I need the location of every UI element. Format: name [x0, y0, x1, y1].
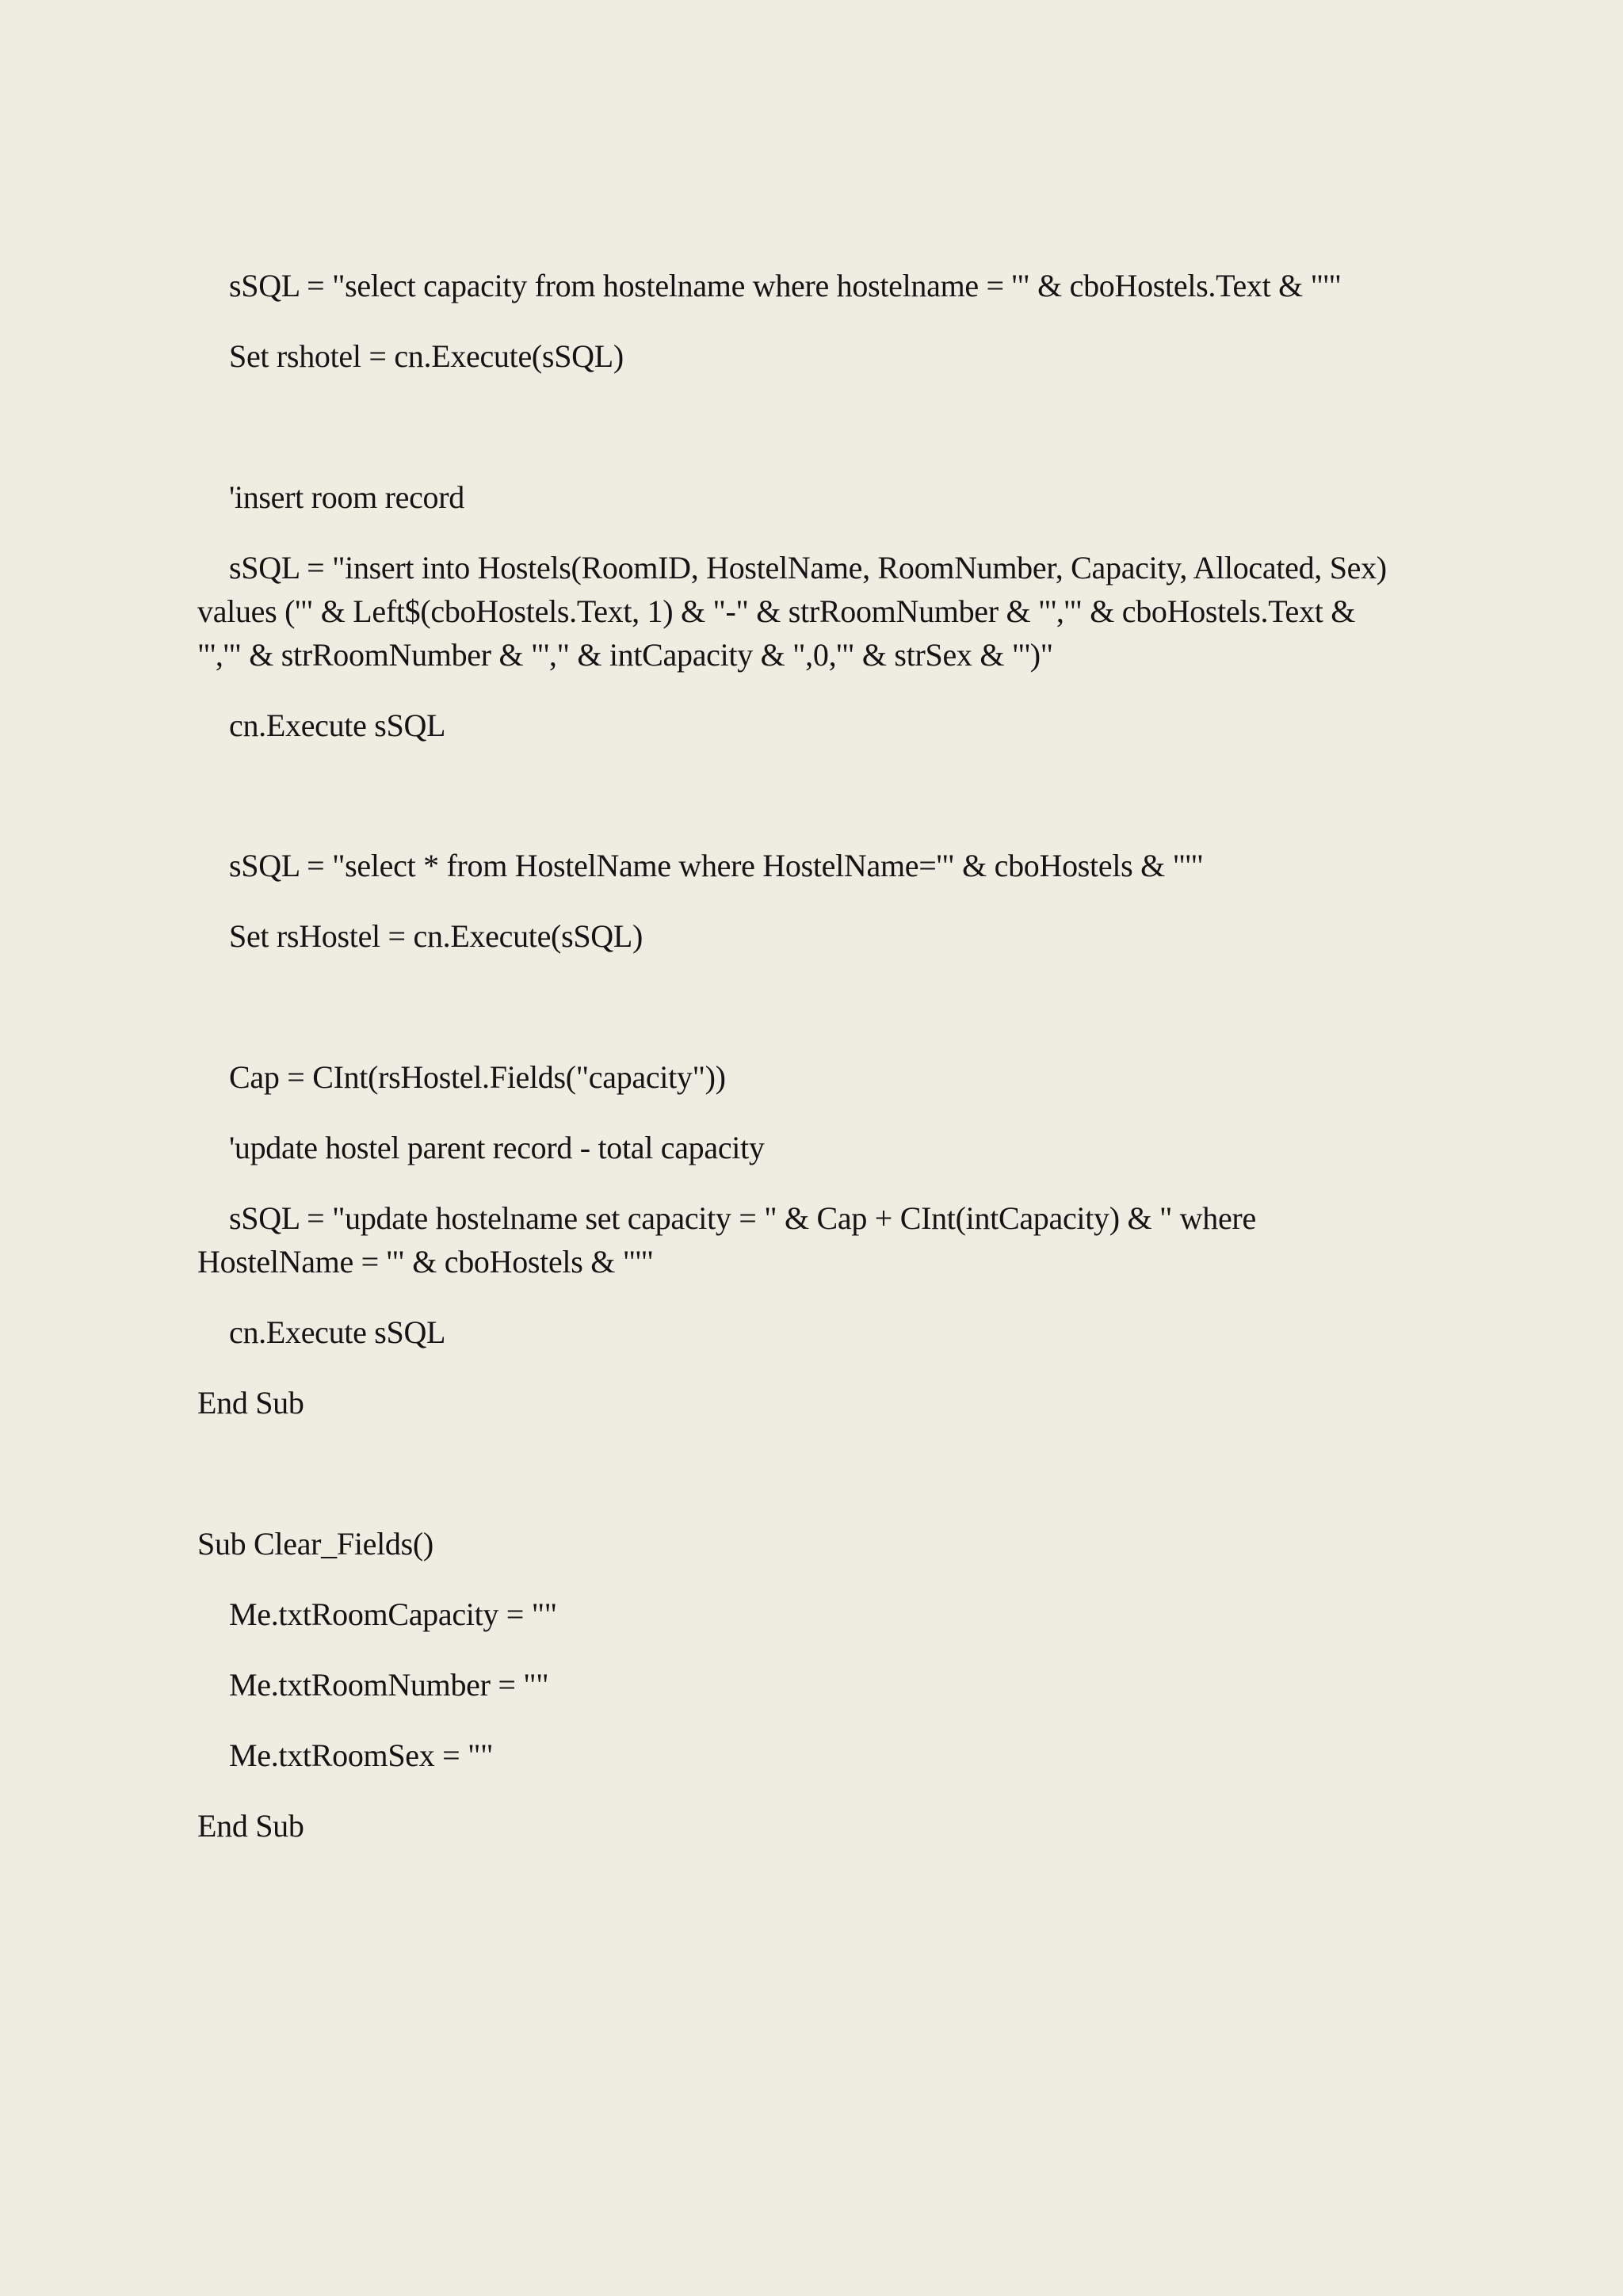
code-line: sSQL = "insert into Hostels(RoomID, HostelName, RoomNumber, Capacity, Allocated, Sex) — [229, 550, 1387, 585]
code-line: sSQL = "update hostelname set capacity = " & Cap + CInt(intCapacity) & " where — [229, 1200, 1256, 1236]
code-comment: 'insert room record — [229, 479, 464, 515]
code-line: cn.Execute sSQL — [229, 1314, 446, 1350]
code-line: Set rshotel = cn.Execute(sSQL) — [229, 338, 624, 374]
code-line: Me.txtRoomNumber = "" — [229, 1667, 549, 1703]
code-line: End Sub — [197, 1808, 304, 1844]
code-line: cn.Execute sSQL — [229, 707, 446, 743]
code-line-continuation: values ('" & Left$(cboHostels.Text, 1) & "-" & strRoomNumber & "','" & cboHostels.Text & — [197, 593, 1356, 629]
code-line: Cap = CInt(rsHostel.Fields("capacity")) — [229, 1059, 726, 1095]
code-line: Me.txtRoomSex = "" — [229, 1737, 494, 1773]
code-comment: 'update hostel parent record - total capacity — [229, 1130, 765, 1165]
code-line: sSQL = "select * from HostelName where HostelName='" & cboHostels & "'" — [229, 848, 1204, 883]
code-line: sSQL = "select capacity from hostelname where hostelname = '" & cboHostels.Text & "'" — [229, 268, 1342, 303]
code-line: Sub Clear_Fields() — [197, 1526, 433, 1562]
code-line-continuation: HostelName = '" & cboHostels & "'" — [197, 1244, 654, 1280]
code-line-continuation: "','" & strRoomNumber & "'," & intCapacity & ",0,'" & strSex & "')" — [197, 637, 1053, 673]
code-line: Set rsHostel = cn.Execute(sSQL) — [229, 918, 643, 954]
code-line: Me.txtRoomCapacity = "" — [229, 1596, 557, 1632]
code-line: End Sub — [197, 1385, 304, 1421]
